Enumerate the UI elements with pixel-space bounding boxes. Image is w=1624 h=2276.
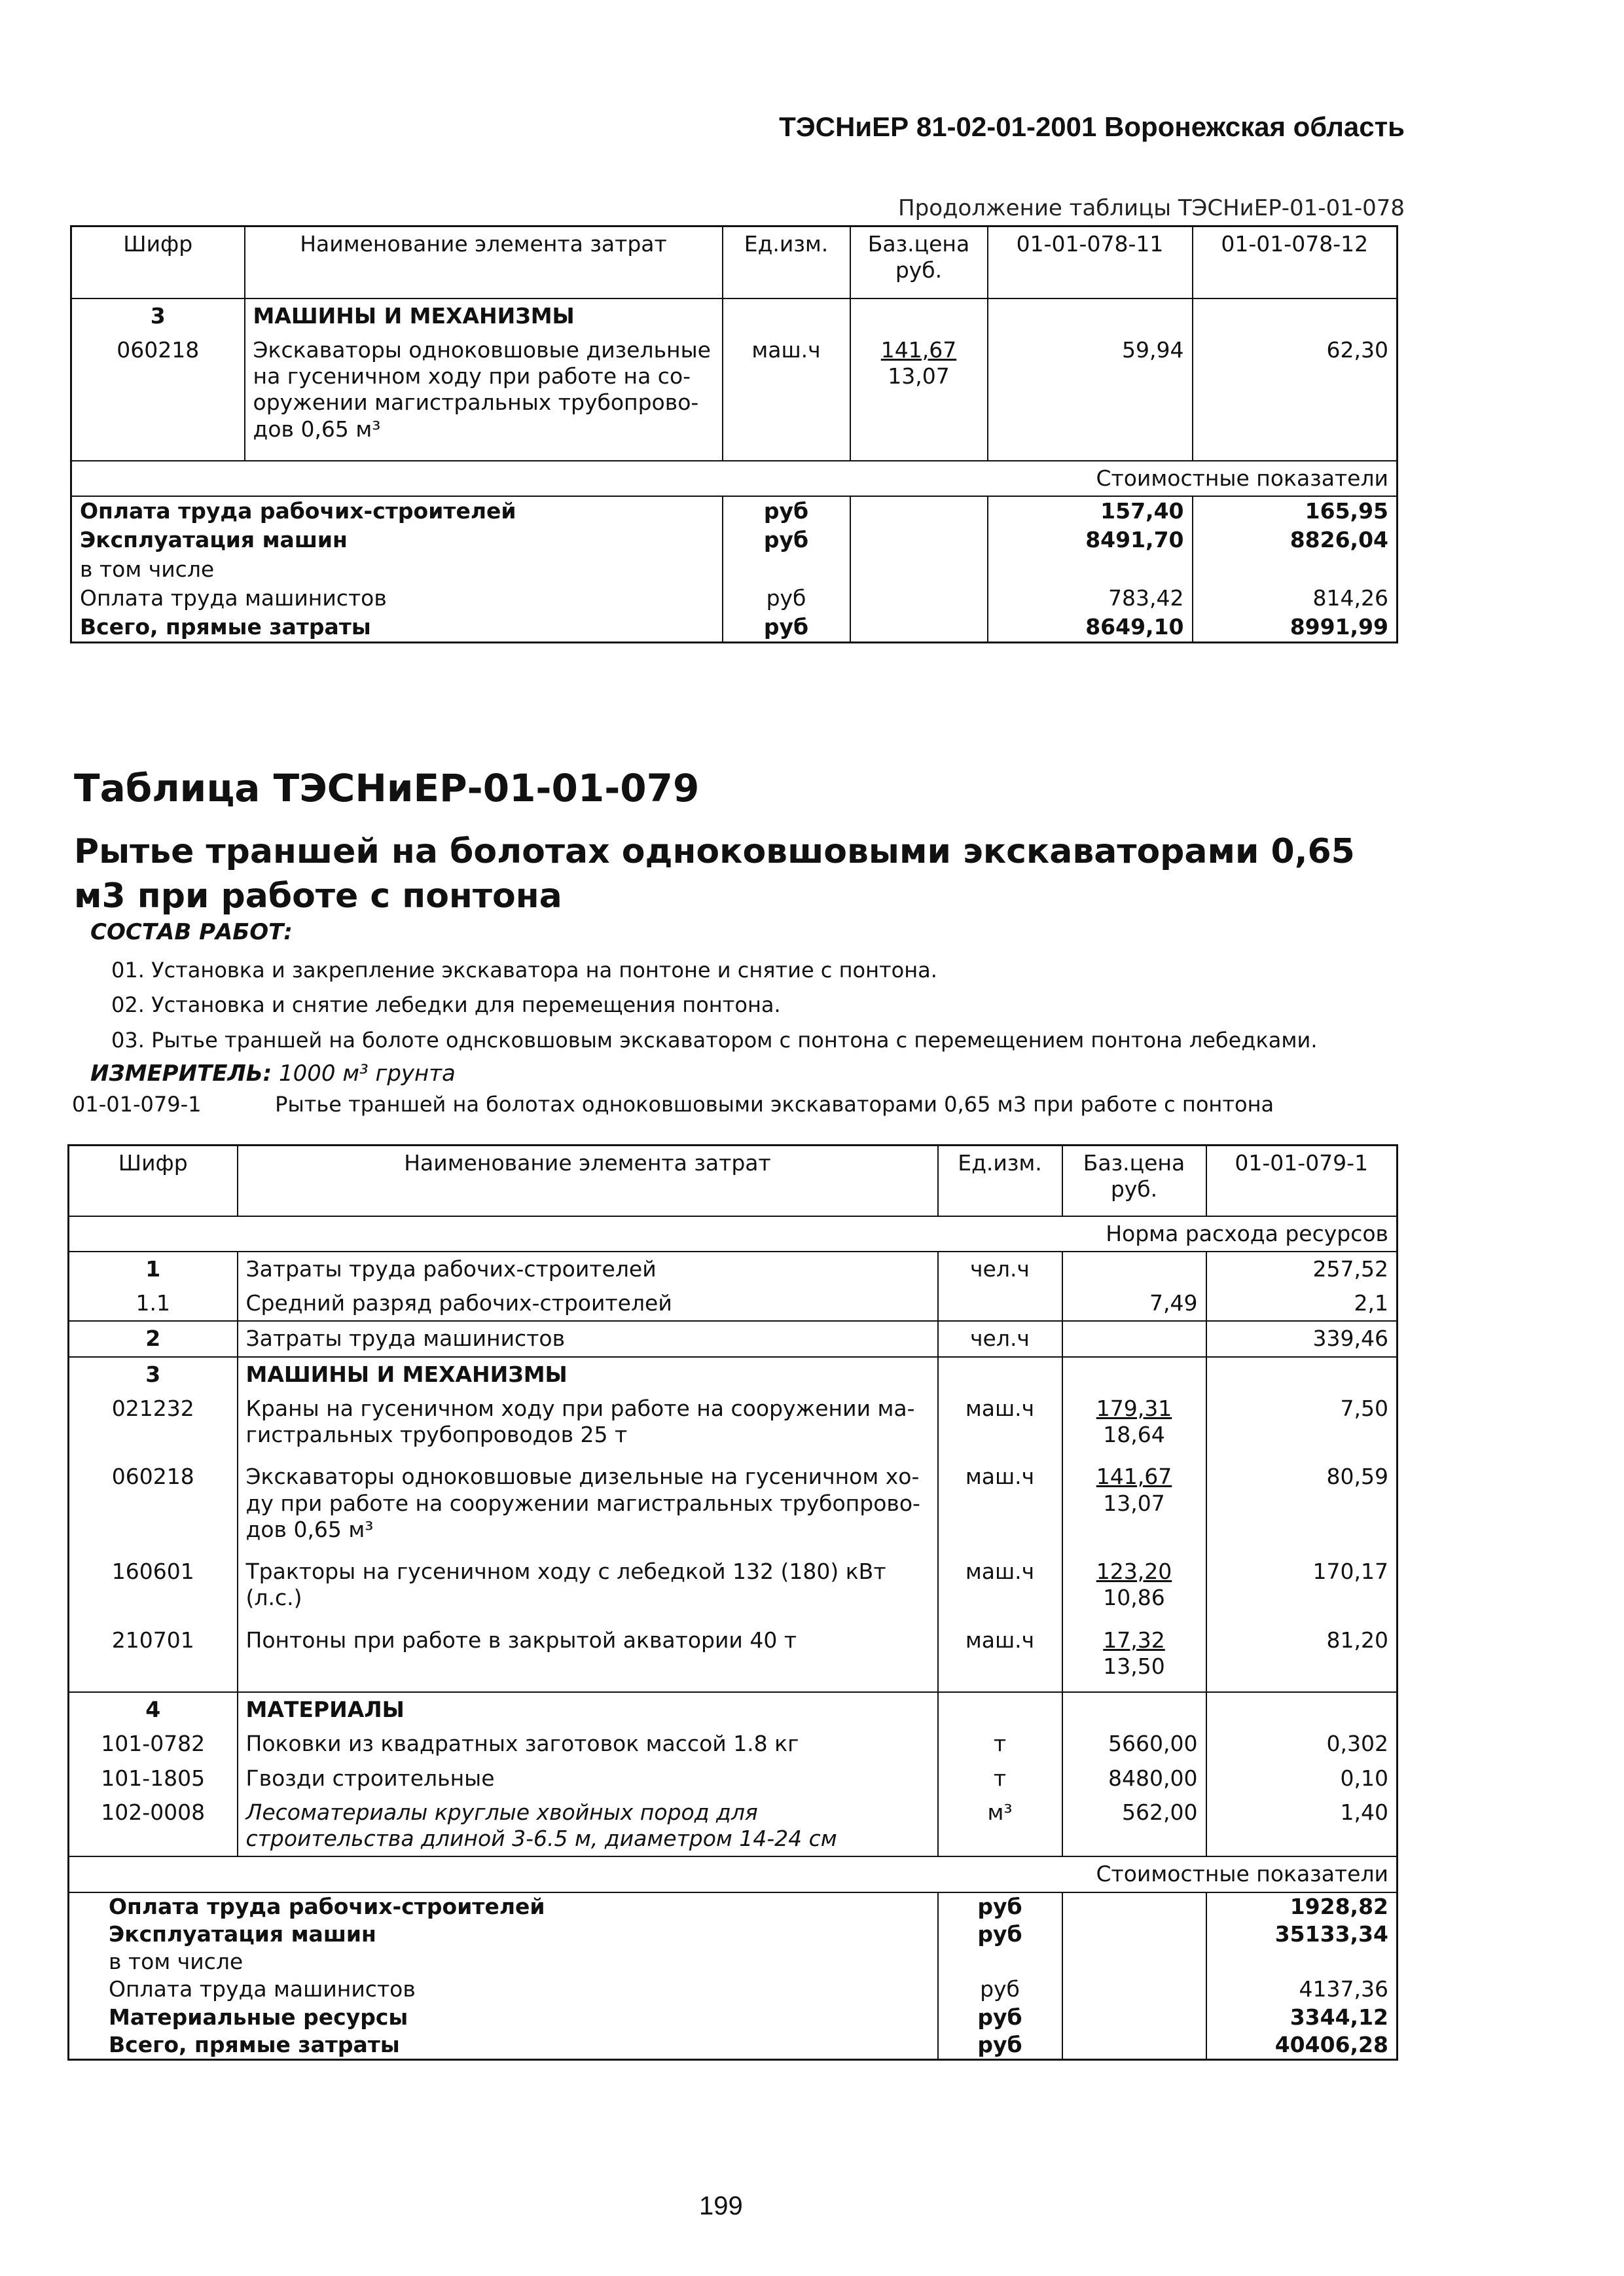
cost-row [69,1921,1398,1948]
col-header-price: Баз.цена руб. [1062,1146,1206,1216]
measure-label: ИЗМЕРИТЕЛЬ: [90,1060,272,1087]
measure-value: 1000 м³ грунта [279,1060,456,1087]
row-name: Краны на гусеничном ходу при работе на сооружении ма-гистральных трубопроводов 25 т [238,1392,938,1460]
table-row [69,1796,1398,1857]
cost-price [850,613,988,643]
row-unit: маш.ч [938,1392,1062,1460]
row-name: МАШИНЫ И МЕХАНИЗМЫ [238,1357,938,1392]
code-line-code: 01-01-079-1 [72,1092,202,1117]
row-value-2: 62,30 [1193,333,1398,461]
row-price-bottom: 13,07 [1103,1490,1165,1516]
row-name: Экскаваторы одноковшовые дизельные на гусеничном хо-ду при работе на сооружении магистральных трубопрово-дов 0,65 м³ [238,1460,938,1555]
cost-value-2: 814,26 [1193,584,1398,613]
row-unit [938,1357,1062,1392]
row-name: Лесоматериалы круглые хвойных пород для строительства длиной 3-6.5 м, диаметром 14-24 см [238,1796,938,1857]
cost-name: Всего, прямые затраты [69,2031,938,2060]
code-line [72,1092,1274,1117]
cost-value: 1928,82 [1206,1892,1398,1921]
row-price [1062,1796,1206,1857]
row-code: 2 [69,1321,238,1356]
row-price-value: 562,00 [1122,1799,1198,1825]
page-number: 199 [699,2192,743,2220]
col-header-name: Наименование элемента затрат [245,226,723,298]
row-price [1062,1286,1206,1321]
work-item: 02. Установка и снятие лебедки для перемещения понтона. [111,992,781,1017]
row-value [1206,1692,1398,1727]
row-price [1062,1252,1206,1286]
table-row [69,1555,1398,1623]
cost-value-2: 8826,04 [1193,526,1398,554]
cost-name: Оплата труда машинистов [69,1976,938,2003]
section-name: МАШИНЫ И МЕХАНИЗМЫ [245,298,723,333]
cost-value-2 [1193,555,1398,584]
row-price-value: 7,49 [1149,1290,1198,1316]
resource-rows [69,1252,1398,1857]
row-value: 80,59 [1206,1460,1398,1555]
row-price [1062,1727,1206,1761]
row-code: 1.1 [69,1286,238,1321]
row-name: Затраты труда рабочих-строителей [238,1252,938,1286]
cost-name: Оплата труда рабочих-строителей [71,496,723,526]
cost-row [69,1976,1398,2003]
cost-row [71,584,1398,613]
cost-unit [938,1948,1062,1976]
cost-unit: руб [938,2004,1062,2031]
work-item: 01. Установка и закрепление экскаватора на понтоне и снятие с понтона. [111,958,937,983]
table-row [69,1321,1398,1356]
cost-row [69,2004,1398,2031]
cost-rows [71,496,1398,643]
cost-row [69,2031,1398,2060]
cost-value-1: 783,42 [988,584,1193,613]
row-code: 101-0782 [69,1727,238,1761]
row-price-top: 123,20 [1096,1559,1172,1584]
table-row [71,298,1398,333]
cost-name: Эксплуатация машин [71,526,723,554]
cost-unit: руб [723,526,850,554]
row-name: Понтоны при работе в закрытой акватории 40 т [238,1623,938,1693]
table-continuation-note: Продолжение таблицы ТЭСНиЕР-01-01-078 [898,195,1405,221]
cost-row [71,496,1398,526]
cost-label: Стоимостные показатели [71,461,1398,496]
col-header-name: Наименование элемента затрат [238,1146,938,1216]
row-price [1062,1623,1206,1693]
row-unit: т [938,1761,1062,1796]
row-unit: маш.ч [938,1460,1062,1555]
cost-unit: руб [938,1921,1062,1948]
works-label: СОСТАВ РАБОТ: [90,919,293,945]
cost-price [1062,2031,1206,2060]
row-price-value: 8480,00 [1108,1765,1198,1791]
cost-unit [723,555,850,584]
cost-price [1062,1948,1206,1976]
cost-price [1062,1976,1206,2003]
table-subtitle: Рытье траншей на болотах одноковшовыми экскаваторами 0,65 м3 при работе с понтона [74,832,1355,916]
row-price [1062,1321,1206,1356]
row-price-bottom: 13,07 [888,363,950,389]
cost-value-1: 157,40 [988,496,1193,526]
row-value: 7,50 [1206,1392,1398,1460]
cost-row [71,555,1398,584]
col-header-unit: Ед.изм. [938,1146,1062,1216]
table-row [69,1727,1398,1761]
row-price [1062,1392,1206,1460]
cost-row [69,1948,1398,1976]
cost-value-1: 8649,10 [988,613,1193,643]
col-header-c1: 01-01-079-1 [1206,1146,1398,1216]
row-code: 060218 [69,1460,238,1555]
row-price [1062,1460,1206,1555]
row-value: 170,17 [1206,1555,1398,1623]
table-079 [67,1144,1398,2061]
row-code: 1 [69,1252,238,1286]
row-code: 021232 [69,1392,238,1460]
cost-value: 35133,34 [1206,1921,1398,1948]
cost-label: Стоимостные показатели [69,1856,1398,1892]
table-row [69,1761,1398,1796]
row-value: 257,52 [1206,1252,1398,1286]
cost-rows [69,1892,1398,2060]
table-row [69,1460,1398,1555]
cost-name: Оплата труда рабочих-строителей [69,1892,938,1921]
section-code: 3 [71,298,245,333]
col-header-unit: Ед.изм. [723,226,850,298]
table-row [71,333,1398,461]
table-row [69,1286,1398,1321]
row-unit: чел.ч [938,1321,1062,1356]
cost-unit: руб [723,584,850,613]
row-name: Поковки из квадратных заготовок массой 1.8 кг [238,1727,938,1761]
cost-name: Всего, прямые затраты [71,613,723,643]
row-price [1062,1761,1206,1796]
row-code: 160601 [69,1555,238,1623]
row-unit [938,1692,1062,1727]
cost-name: Материальные ресурсы [69,2004,938,2031]
row-code: 210701 [69,1623,238,1693]
row-unit: т [938,1727,1062,1761]
row-name: Гвозди строительные [238,1761,938,1796]
row-price [1062,1692,1206,1727]
row-code: 102-0008 [69,1796,238,1857]
row-price-top: 17,32 [1103,1627,1165,1653]
cost-row [71,526,1398,554]
row-name: Средний разряд рабочих-строителей [238,1286,938,1321]
cost-name: в том числе [71,555,723,584]
cost-name: в том числе [69,1948,938,1976]
row-value: 0,10 [1206,1761,1398,1796]
row-price-top: 141,67 [880,336,957,363]
row-name: Затраты труда машинистов [238,1321,938,1356]
cost-name: Эксплуатация машин [69,1921,938,1948]
row-code: 4 [69,1692,238,1727]
row-price [1062,1357,1206,1392]
row-name: Тракторы на гусеничном ходу с лебедкой 132 (180) кВт (л.с.) [238,1555,938,1623]
cost-value-2: 8991,99 [1193,613,1398,643]
cost-price [1062,1892,1206,1921]
cost-price [850,584,988,613]
cost-value [1206,1948,1398,1976]
page-header: ТЭСНиЕР 81-02-01-2001 Воронежская область [779,111,1405,142]
row-code: 060218 [71,333,245,461]
col-header-code: Шифр [71,226,245,298]
row-price-value: 5660,00 [1108,1731,1198,1757]
cost-row [71,613,1398,643]
row-unit: чел.ч [938,1252,1062,1286]
row-value: 2,1 [1206,1286,1398,1321]
row-unit: маш.ч [938,1555,1062,1623]
cost-price [850,526,988,554]
table-row [69,1392,1398,1460]
cost-unit: руб [938,1892,1062,1921]
table-title: Таблица ТЭСНиЕР-01-01-079 [74,766,700,810]
cost-value: 40406,28 [1206,2031,1398,2060]
row-value: 81,20 [1206,1623,1398,1693]
cost-price [850,555,988,584]
row-price-bottom: 18,64 [1103,1422,1165,1447]
row-unit: маш.ч [938,1623,1062,1693]
cost-price [1062,2004,1206,2031]
row-value: 0,302 [1206,1727,1398,1761]
row-name: Экскаваторы одноковшовые дизельные на гусеничном ходу при работе на со-оружении магистральных трубопрово-дов 0,65 м³ [245,333,723,461]
work-item: 03. Рытье траншей на болоте однсковшовым экскаватором с понтона с перемещением понтона лебедками. [111,1028,1318,1053]
cost-unit: руб [938,1976,1062,2003]
cost-unit: руб [723,496,850,526]
cost-value: 3344,12 [1206,2004,1398,2031]
row-value: 1,40 [1206,1796,1398,1857]
cost-value-2: 165,95 [1193,496,1398,526]
row-unit [938,1286,1062,1321]
col-header-price: Баз.цена руб. [850,226,988,298]
col-header-code: Шифр [69,1146,238,1216]
table-row [69,1252,1398,1286]
table-row [69,1357,1398,1392]
cost-value-1 [988,555,1193,584]
row-price-top: 141,67 [1096,1464,1172,1490]
row-unit: м³ [938,1796,1062,1857]
norm-label: Норма расхода ресурсов [69,1216,1398,1252]
measure-line [90,1060,456,1087]
row-code: 101-1805 [69,1761,238,1796]
row-code: 3 [69,1357,238,1392]
row-name: МАТЕРИАЛЫ [238,1692,938,1727]
row-value-1: 59,94 [988,333,1193,461]
col-header-c1: 01-01-078-11 [988,226,1193,298]
cost-row [69,1892,1398,1921]
cost-value: 4137,36 [1206,1976,1398,2003]
row-unit: маш.ч [723,333,850,461]
table-row [69,1623,1398,1693]
row-price-bottom: 13,50 [1103,1653,1165,1679]
cost-value-1: 8491,70 [988,526,1193,554]
col-header-c2: 01-01-078-12 [1193,226,1398,298]
table-078 [70,225,1398,643]
code-line-text: Рытье траншей на болотах одноковшовыми экскаваторами 0,65 м3 при работе с понтона [275,1092,1274,1117]
cost-name: Оплата труда машинистов [71,584,723,613]
row-price-bottom: 10,86 [1103,1585,1165,1611]
cost-price [850,496,988,526]
cost-unit: руб [723,613,850,643]
cost-unit: руб [938,2031,1062,2060]
table-row [69,1692,1398,1727]
row-value: 339,46 [1206,1321,1398,1356]
row-price-top: 179,31 [1096,1395,1172,1421]
cost-price [1062,1921,1206,1948]
row-value [1206,1357,1398,1392]
row-price [1062,1555,1206,1623]
